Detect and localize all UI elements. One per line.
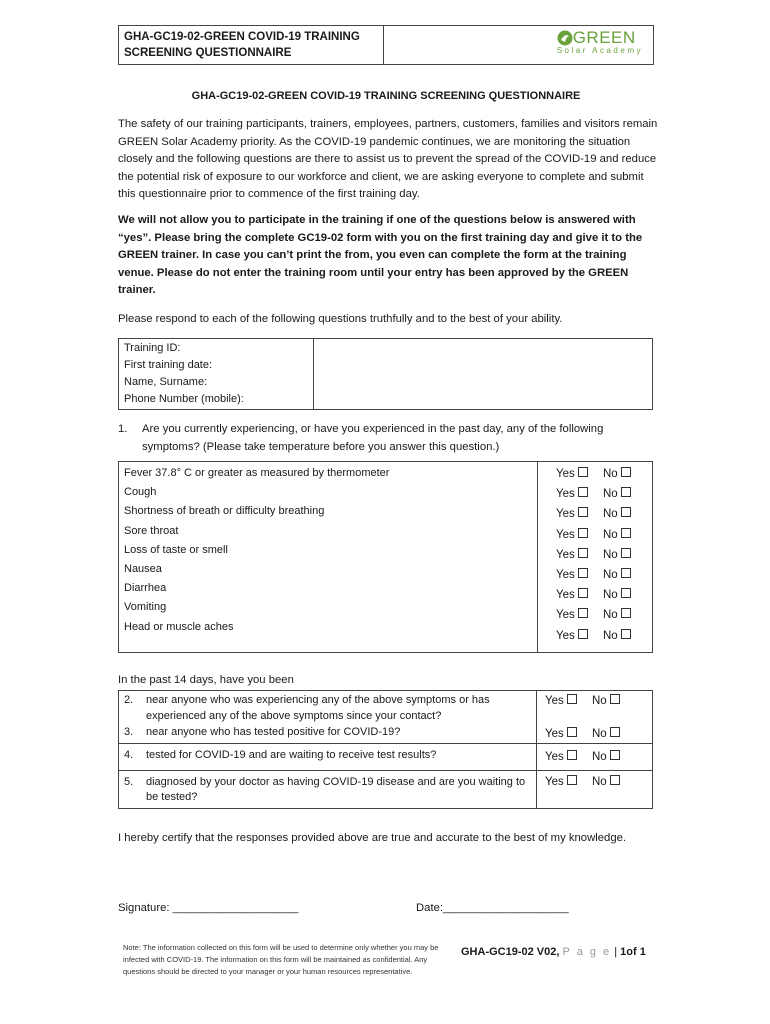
no-option[interactable] [603,569,631,581]
symptom-nausea: Nausea [124,562,162,575]
yes-option[interactable] [556,609,588,621]
yes-checkbox[interactable] [578,568,588,578]
yes-label: Yes [556,488,575,501]
yes-label: Yes [545,775,564,788]
answer-row-q2 [545,694,652,710]
exposure-questions-table [118,690,653,809]
no-label: No [591,775,607,788]
no-label: No [602,629,618,642]
no-checkbox[interactable] [621,568,631,578]
no-checkbox[interactable] [621,629,631,639]
yes-option[interactable] [545,695,577,707]
answer-row-loss-of-taste [556,548,652,568]
footer-document-code: GHA-GC19-02 V02, [461,946,560,958]
no-option[interactable] [603,468,631,480]
question-3 [124,725,531,741]
question-5-text: diagnosed by your doctor as having COVID-19 disease and are you waiting to be tested? [146,775,526,803]
answer-row-shortness-of-breath [556,507,652,527]
symptom-head-muscle-aches: Head or muscle aches [124,620,234,633]
answer-row-fever [556,467,652,487]
intro-paragraph: The safety of our training participants, trainers, employees, partners, customers, families and visitors remain GREEN Solar Academy priority. As the COVID-19 pandemic continues, we are monitoring the situation closely and the following questions are there to assist us to prevent the spread of the COVID-19 and reduce the potential risk of exposure to our workforce and client, we are asking everyone to complete and submit this questionnaire prior to commence of the first training day. [118,118,658,200]
yes-checkbox[interactable] [567,775,577,785]
yes-checkbox[interactable] [578,507,588,517]
answer-row-cough [556,487,652,507]
green-logo [557,28,643,55]
yes-label: Yes [556,609,575,622]
no-checkbox[interactable] [621,588,631,598]
answer-row-diarrhea [556,588,652,608]
no-option[interactable] [603,508,631,520]
yes-option[interactable] [556,488,588,500]
no-option[interactable] [592,776,620,788]
certification-statement: I hereby certify that the responses provided above are true and accurate to the best of my knowledge. [118,832,627,844]
symptom-vomiting: Vomiting [124,601,167,614]
symptom-sore-throat: Sore throat [124,524,179,537]
yes-label: Yes [545,750,564,763]
past-14-days-heading: In the past 14 days, have you been [118,674,294,686]
info-values-cell[interactable] [314,339,653,410]
yes-checkbox[interactable] [567,694,577,704]
yes-label: Yes [556,468,575,480]
respond-instruction: Please respond to each of the following questions truthfully and to the best of your ability. [118,313,563,325]
no-checkbox[interactable] [621,467,631,477]
logo-text: GREEN [572,28,636,47]
symptom-shortness-of-breath: Shortness of breath or difficulty breathing [124,505,325,518]
document-code-cell [119,26,384,65]
question-1-number: 1. [118,423,128,435]
question-5-cell [119,770,537,808]
yes-checkbox[interactable] [578,608,588,618]
yes-option[interactable] [556,508,588,520]
header-table [118,25,654,65]
name-surname-label: Name, Surname: [124,376,208,388]
yes-checkbox[interactable] [578,588,588,598]
yes-checkbox[interactable] [578,548,588,558]
yes-checkbox[interactable] [578,528,588,538]
no-option[interactable] [603,549,631,561]
yes-checkbox[interactable] [578,467,588,477]
document-code-line1: GHA-GC19-02-GREEN COVID-19 TRAINING [124,31,360,43]
yes-checkbox[interactable] [567,750,577,760]
symptom-loss-of-taste: Loss of taste or smell [124,543,228,556]
answer-row-q3 [545,727,620,743]
symptoms-table [118,461,653,653]
no-checkbox[interactable] [621,548,631,558]
yes-option[interactable] [556,569,588,581]
answer-5-cell [537,770,653,808]
question-5-number: 5. [124,775,134,788]
footer-page-number: 1of 1 [620,946,646,958]
yes-checkbox[interactable] [578,629,588,639]
no-label: No [602,488,618,501]
no-label: No [602,548,618,561]
no-option[interactable] [592,751,620,763]
yes-option[interactable] [556,549,588,561]
leaf-globe-icon [557,30,573,46]
symptoms-answer-cell [538,462,653,653]
page-footer [461,946,646,958]
question-4-text: tested for COVID-19 and are waiting to receive test results? [146,748,437,761]
question-5 [124,775,531,806]
yes-label: Yes [545,695,564,707]
document-code-line2: SCREENING QUESTIONNAIRE [124,47,292,59]
yes-label: Yes [556,568,575,581]
privacy-note: Note: The information collected on this form will be used to determine only whether you may be infected with COVID-19. The information on this form will be maintained as confidential. Any questions should be directed to your manager or your human resources representative. [123,943,439,976]
no-option[interactable] [592,695,620,707]
answers-2-3-cell [537,691,653,744]
no-label: No [591,695,607,707]
yes-option[interactable] [556,468,588,480]
info-labels-cell [119,339,314,410]
answer-row-head-muscle-aches [556,629,652,649]
question-2-text: near anyone who was experiencing any of the above symptoms or has experienced any of the above symptoms since your contact? [146,694,490,722]
no-option[interactable] [592,728,620,740]
question-3-text: near anyone who has tested positive for COVID-19? [146,726,401,738]
no-label: No [602,609,618,622]
no-checkbox[interactable] [610,727,620,737]
no-option[interactable] [603,609,631,621]
question-2-number: 2. [124,694,134,706]
yes-option[interactable] [545,751,577,763]
question-4 [124,748,531,764]
question-4-cell [119,743,537,770]
yes-label: Yes [545,728,564,740]
no-label: No [602,568,618,581]
answer-row-q5 [545,775,652,791]
warning-paragraph: We will not allow you to participate in the training if one of the questions below is answered with “yes”. Please bring the complete GC19-02 form with you on the first training day and give it to the GREEN trainer. In case you can’t print the from, you even can complete the form at the training venue. Please do not enter the training room until your entry has been approved by the GREEN trainer. [118,214,643,296]
no-option[interactable] [603,589,631,601]
yes-label: Yes [556,508,575,521]
no-checkbox[interactable] [610,694,620,704]
no-label: No [602,508,618,521]
answer-4-cell [537,743,653,770]
question-2 [124,693,531,724]
no-label: No [602,589,618,602]
question-3-number: 3. [124,726,134,738]
symptom-diarrhea: Diarrhea [124,582,167,595]
yes-label: Yes [556,629,575,642]
signature-field[interactable]: Signature: ____________________ [118,902,299,914]
no-label: No [591,728,607,740]
yes-option[interactable] [556,589,588,601]
yes-option[interactable] [545,776,577,788]
footer-separator: | [614,946,618,958]
symptom-fever: Fever 37.8° C or greater as measured by thermometer [124,467,390,479]
yes-option[interactable] [556,630,588,642]
no-checkbox[interactable] [621,487,631,497]
no-label: No [602,528,618,541]
questions-2-3-cell [119,691,537,744]
yes-label: Yes [556,589,575,602]
yes-option[interactable] [556,529,588,541]
footer-page-word: P a g e [562,946,612,958]
no-checkbox[interactable] [621,528,631,538]
participant-info-table [118,338,653,410]
logo-subtext: Solar Academy [556,46,643,55]
yes-option[interactable] [545,728,577,740]
answer-row-sore-throat [556,528,652,548]
no-option[interactable] [603,529,631,541]
logo-cell [384,26,654,65]
no-checkbox[interactable] [621,608,631,618]
first-training-date-label: First training date: [124,359,213,371]
question-4-number: 4. [124,748,134,761]
yes-label: Yes [556,548,575,561]
question-1-text: Are you currently experiencing, or have you experienced in the past day, any of the following symptoms? (Please take temperature before you answer this question.) [142,423,604,453]
question-1 [118,421,658,456]
yes-label: Yes [556,528,575,541]
phone-number-label: Phone Number (mobile): [124,393,244,405]
answer-row-nausea [556,568,652,588]
no-label: No [602,468,618,480]
no-checkbox[interactable] [621,507,631,517]
training-id-label: Training ID: [124,342,181,354]
no-checkbox[interactable] [610,750,620,760]
no-option[interactable] [603,488,631,500]
symptoms-label-cell [119,462,538,653]
answer-row-q4 [545,750,652,766]
no-option[interactable] [603,630,631,642]
yes-checkbox[interactable] [578,487,588,497]
answer-row-vomiting [556,608,652,628]
date-field[interactable]: Date:____________________ [416,902,569,914]
no-checkbox[interactable] [610,775,620,785]
no-label: No [591,750,607,763]
symptom-cough: Cough [124,486,157,499]
yes-checkbox[interactable] [567,727,577,737]
document-title: GHA-GC19-02-GREEN COVID-19 TRAINING SCREENING QUESTIONNAIRE [191,90,581,102]
